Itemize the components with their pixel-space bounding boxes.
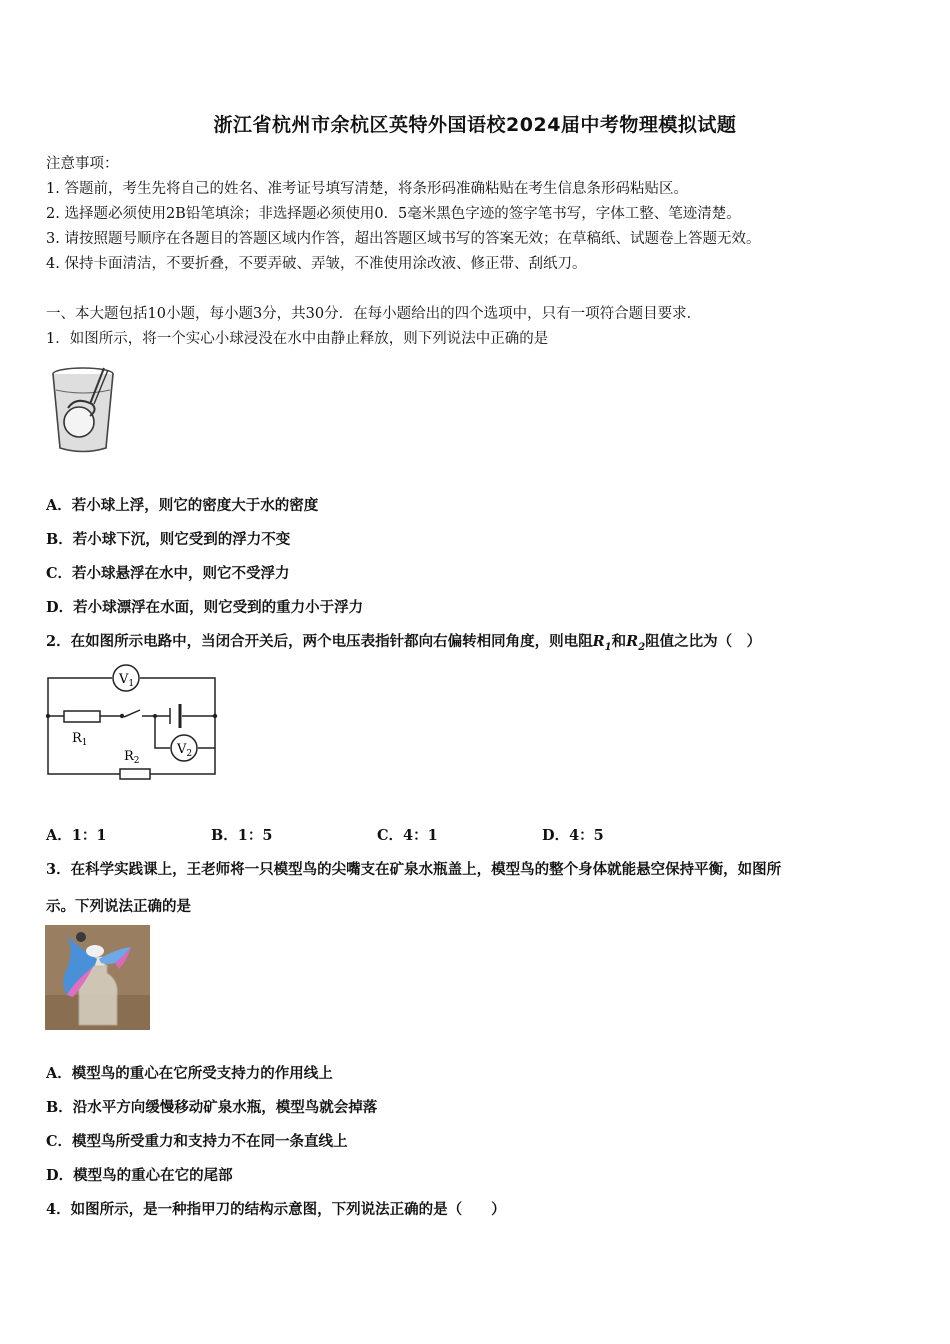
resistor-r2-symbol: $R_2$ [626, 633, 646, 653]
circuit-figure [44, 662, 224, 788]
resistor-r1-symbol: $R_1$ [592, 633, 612, 653]
question-1-option: B．若小球下沉，则它受到的浮力不变 [46, 531, 291, 548]
question-2-option: B．1：5 [211, 827, 273, 844]
resistor-r1 [64, 711, 100, 722]
question-3-option: A．模型鸟的重心在它所受支持力的作用线上 [46, 1065, 333, 1082]
beaker-ball-icon [46, 360, 122, 456]
bird-photo [45, 925, 150, 1034]
circuit-diagram [44, 662, 224, 784]
beaker-figure [46, 360, 122, 460]
question-2-option: C．4：1 [377, 827, 438, 844]
question-3-stem-continued: 示。下列说法正确的是 [46, 898, 191, 915]
question-4-stem: 4．如图所示，是一种指甲刀的结构示意图，下列说法正确的是（ ） [46, 1201, 506, 1218]
notice-heading: 注意事项： [46, 156, 119, 172]
question-2-option: A．1：1 [46, 827, 107, 844]
notice-item: 2. 选择题必须使用2B铅笔填涂；非选择题必须使用0．5毫米黑色字迹的签字笔书写，字体工整、笔迹清楚。 [46, 206, 741, 222]
balancing-bird-image [45, 925, 150, 1030]
page-title: 浙江省杭州市余杭区英特外国语校2024届中考物理模拟试题 [213, 114, 737, 136]
v1-label: $V_1$ [119, 672, 135, 689]
question-1-option: D．若小球漂浮在水面，则它受到的重力小于浮力 [46, 599, 364, 616]
question-1-option: C．若小球悬浮在水中，则它不受浮力 [46, 565, 290, 582]
r2-label: $R_2$ [124, 749, 140, 766]
question-3-option: C．模型鸟所受重力和支持力不在同一条直线上 [46, 1133, 348, 1150]
question-1-option: A．若小球上浮，则它的密度大于水的密度 [46, 497, 319, 514]
v2-label: $V_2$ [177, 742, 193, 759]
notice-item: 1. 答题前，考生先将自己的姓名、准考证号填写清楚，将条形码准确粘贴在考生信息条形码粘贴区。 [46, 181, 688, 197]
resistor-r2 [120, 769, 150, 779]
section-heading: 一、本大题包括10小题，每小题3分，共30分．在每小题给出的四个选项中，只有一项符合题目要求． [46, 306, 702, 322]
notice-item: 4. 保持卡面清洁，不要折叠，不要弄破、弄皱，不准使用涂改液、修正带、刮纸刀。 [46, 256, 587, 272]
question-2-option: D．4：5 [542, 827, 604, 844]
question-1-stem: 1．如图所示，将一个实心小球浸没在水中由静止释放，则下列说法中正确的是 [46, 331, 549, 347]
question-3-stem: 3．在科学实践课上，王老师将一只模型鸟的尖嘴支在矿泉水瓶盖上，模型鸟的整个身体就能悬空保持平衡，如图所 [46, 861, 782, 878]
question-3-option: D．模型鸟的重心在它的尾部 [46, 1167, 233, 1184]
question-3-option: B．沿水平方向缓慢移动矿泉水瓶，模型鸟就会掉落 [46, 1099, 378, 1116]
notice-item: 3. 请按照题号顺序在各题目的答题区域内作答，超出答题区域书写的答案无效；在草稿纸、试题卷上答题无效。 [46, 231, 761, 247]
question-2-stem: 2．在如图所示电路中，当闭合开关后，两个电压表指针都向右偏转相同角度，则电阻$R_1$和$R_2$阻值之比为（ ） [46, 633, 762, 653]
r1-label: $R_1$ [72, 731, 88, 748]
